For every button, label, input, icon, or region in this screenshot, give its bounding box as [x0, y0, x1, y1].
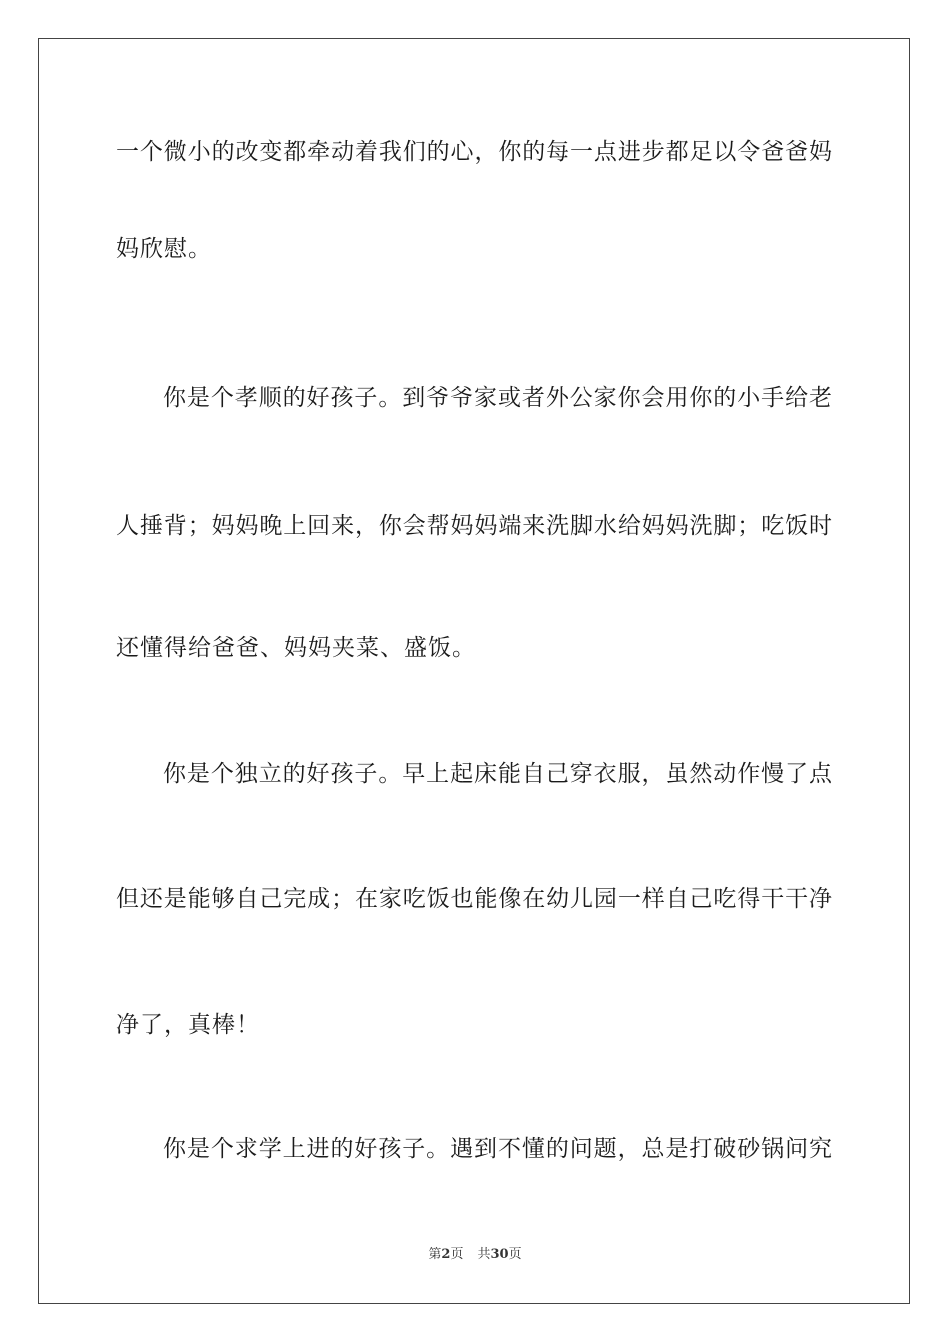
text-line: 你是个孝顺的好孩子。到爷爷家或者外公家你会用你的小手给老 — [163, 385, 832, 411]
text-line: 人捶背；妈妈晚上回来，你会帮妈妈端来洗脚水给妈妈洗脚；吃饭时 — [116, 513, 832, 539]
total-suffix: 页 — [508, 1247, 522, 1262]
text-line: 你是个独立的好孩子。早上起床能自己穿衣服，虽然动作慢了点 — [163, 761, 832, 787]
page-border — [38, 38, 910, 1304]
text-line: 一个微小的改变都牵动着我们的心，你的每一点进步都足以令爸爸妈 — [116, 139, 832, 165]
page-number: 2 — [441, 1247, 451, 1262]
page-footer — [0, 1246, 950, 1264]
total-prefix: 共 — [477, 1247, 491, 1262]
page-prefix: 第 — [428, 1247, 442, 1262]
text-line: 净了，真棒！ — [116, 1012, 260, 1038]
text-line: 还懂得给爸爸、妈妈夹菜、盛饭。 — [116, 635, 476, 661]
text-line: 你是个求学上进的好孩子。遇到不懂的问题，总是打破砂锅问究 — [163, 1136, 832, 1162]
text-line: 妈欣慰。 — [116, 236, 212, 262]
total-pages: 30 — [490, 1247, 509, 1262]
text-line: 但还是能够自己完成；在家吃饭也能像在幼儿园一样自己吃得干干净 — [116, 886, 832, 912]
page-suffix: 页 — [450, 1247, 464, 1262]
